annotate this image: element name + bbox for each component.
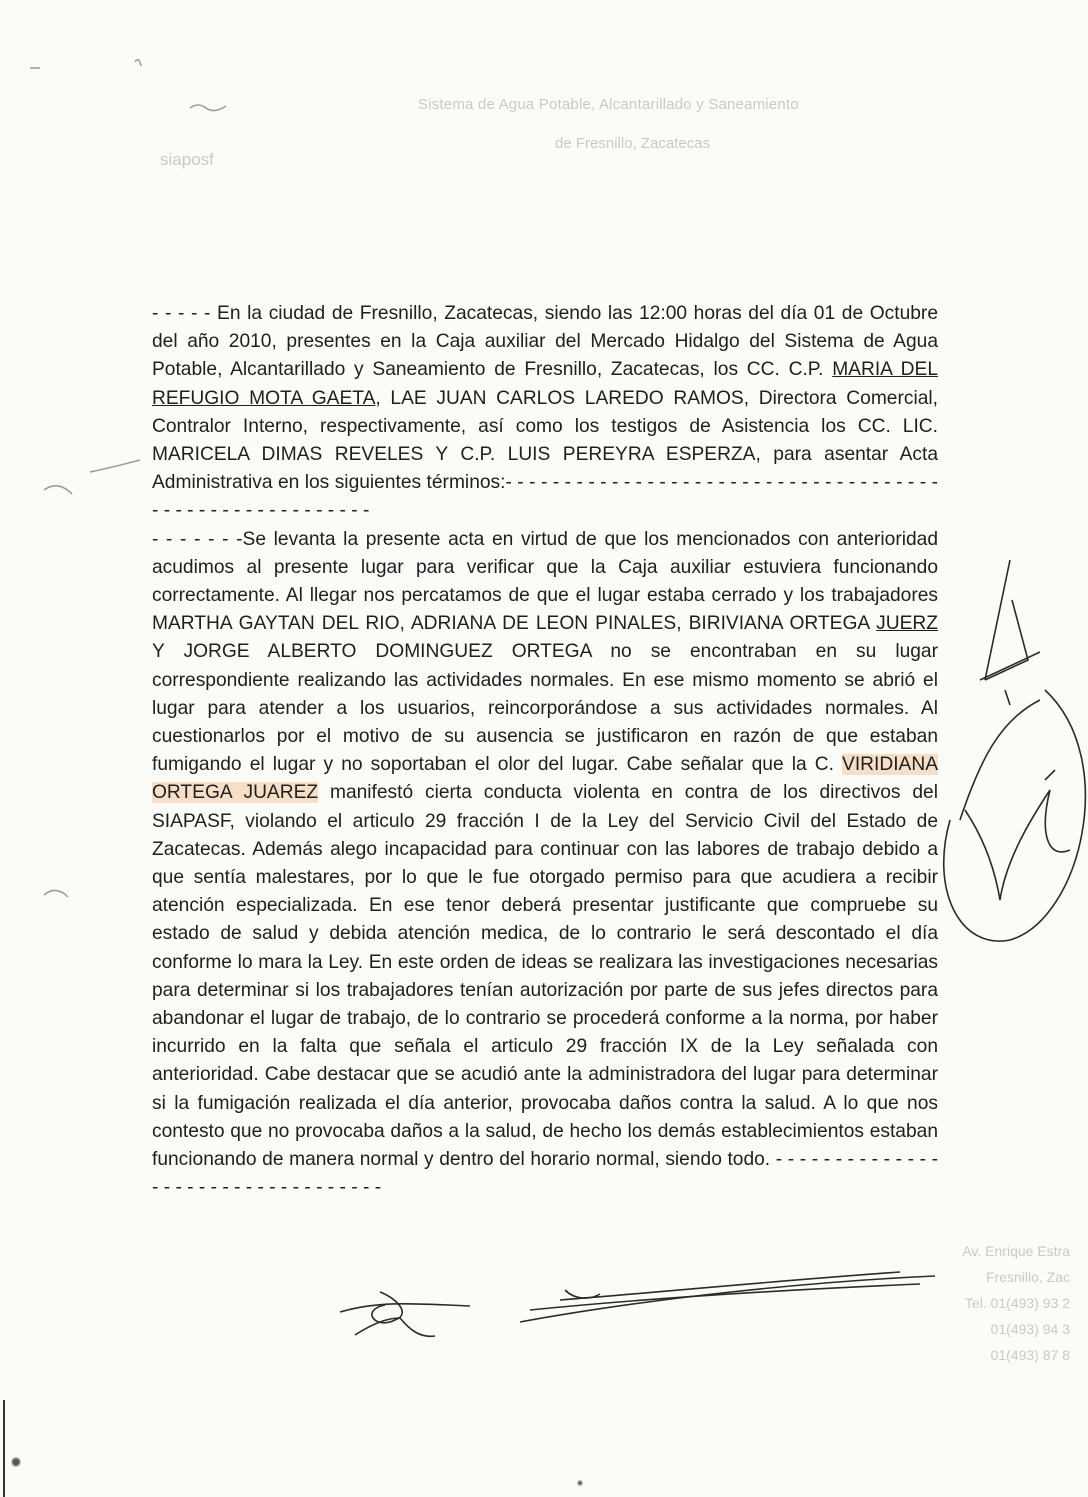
underlined-name-worker: JUERZ [876, 613, 938, 635]
paragraph-findings-text-1: - - - - - - -Se levanta la presente acta en virtud de que los mencionados con anterioridad acudimos al presente lugar para verificar que la Caja auxiliar estuviera funcionando correctamente. Al llegar nos percatamos de que el lugar estaba cerrado y los trabajadores MARTHA GAYTAN DEL RIO, ADRIANA DE LEON PINALES, BIRIVIANA ORTEGA [152, 528, 938, 635]
paragraph-opening [152, 300, 938, 526]
margin-signature [944, 560, 1086, 941]
address-phone-1: Tel. 01(493) 93 2 [964, 1295, 1070, 1311]
highlighted-name-worker: VIRIDIANA ORTEGA JUAREZ [152, 754, 938, 804]
address-phone-2: 01(493) 94 3 [990, 1321, 1070, 1337]
footer-address-block [930, 1238, 1070, 1368]
paragraph-opening-text-2: , LAE JUAN CARLOS LAREDO RAMOS, Directora Comercial, Contralor Interno, respectivamente, así como los testigos de Asistencia los CC. LIC. MARICELA DIMAS REVELES Y C.P. LUIS PEREYRA ESPERZA, para asentar Acta Administrativa en los siguientes términos:- - - - - - - - - - - - - - - - - - - - - - - - - - - - - - - - - - - - - - - - - - - - - - - - - - - - - - - - [152, 387, 938, 522]
organization-name: Sistema de Agua Potable, Alcantarillado y Saneamiento [418, 96, 799, 113]
act-body [152, 300, 938, 1203]
address-street: Av. Enrique Estra [962, 1243, 1070, 1259]
paragraph-findings-text-2: Y JORGE ALBERTO DOMINGUEZ ORTEGA no se encontraban en su lugar correspondiente realizando las actividades normales. En ese mismo momento se abrió el lugar para atender a los usuarios, reincorporándose a sus actividades normales. Al cuestionarlos por el motivo de su ausencia se justificaron en razón de que estaban fumigando el lugar y no soportaban el olor del lugar. Cabe señalar que la C. [152, 641, 938, 776]
bottom-signatures [340, 1272, 935, 1336]
paragraph-findings-text-3: manifestó cierta conducta violenta en contra de los directivos del SIAPASF, violando el articulo 29 fracción I de la Ley del Servicio Civil del Estado de Zacatecas. Además alego incapacidad para continuar con las labores de trabajo debido a que sentía malestares, por lo que le fue otorgado permiso para que acudiera a recibir atención especializada. En ese tenor deberá presentar justificante que compruebe su estado de salud y debida atención medica, de lo contrario le será descontado el día conforme lo mara la Ley. En este orden de ideas se realizara las investigaciones necesarias para determinar si los trabajadores tenían autorización por parte de sus jefes directos para abandonar el lugar de trabajo, de lo contrario se procederá conforme a la norma, por haber incurrido en la falta que señala el articulo 29 fracción IX de la Ley señalada con anterioridad. Cabe destacar que se acudió ante la administradora del lugar para determinar si la fumigación realizada el día anterior, provocaba daños contra la salud. A lo que nos contesto que no provocaba daños a la salud, de hecho los demás establecimientos estaban funcionando de manera normal y dentro del horario normal, siendo todo. - - - - - - - - - - - - - - - - - - - - - - - - - - - - - - - - - - [152, 782, 938, 1199]
paragraph-findings [152, 526, 938, 1203]
organization-logo: siaposf [160, 150, 214, 169]
paragraph-opening-text-1: - - - - - En la ciudad de Fresnillo, Zacatecas, siendo las 12:00 horas del día 01 de Octubre del año 2010, presentes en la Caja auxiliar del Mercado Hidalgo del Sistema de Agua Potable, Alcantarillado y Saneamiento de Fresnillo, Zacatecas, los CC. C.P. [152, 303, 938, 381]
organization-city: de Fresnillo, Zacatecas [555, 135, 711, 152]
address-phone-3: 01(493) 87 8 [990, 1347, 1070, 1363]
underlined-name-director: MARIA DEL REFUGIO MOTA GAETA [152, 359, 938, 409]
address-city: Fresnillo, Zac [985, 1269, 1070, 1285]
